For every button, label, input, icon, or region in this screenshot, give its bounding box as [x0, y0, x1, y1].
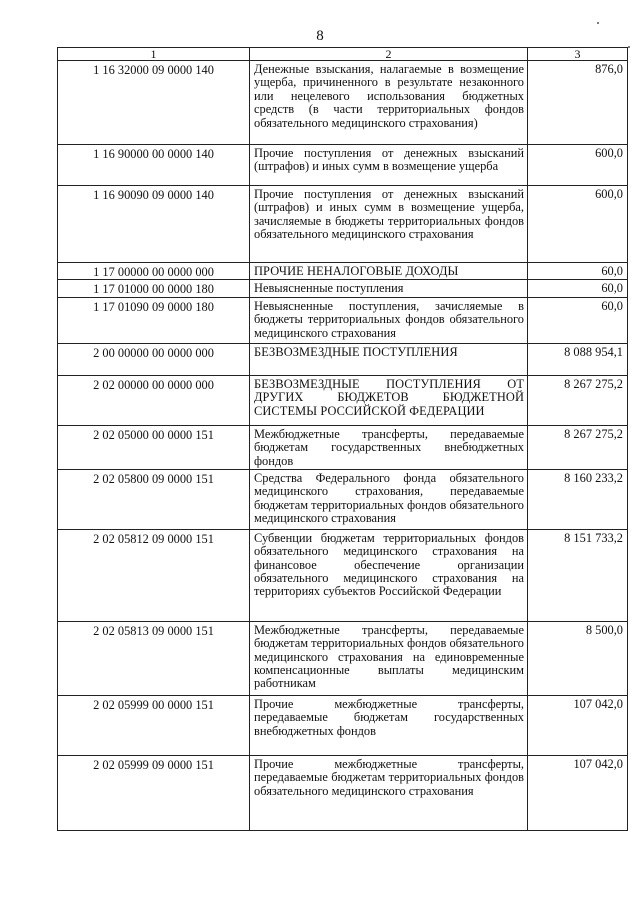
- row-description: БЕЗВОЗМЕЗДНЫЕ ПОСТУПЛЕНИЯ: [250, 343, 528, 375]
- column-header: 2: [250, 48, 528, 61]
- header-row: [58, 48, 628, 61]
- budget-code: 2 02 05812 09 0000 151: [58, 529, 250, 621]
- row-description: Межбюджетные трансферты, передаваемые бюджетам государственных внебюджетных фондов: [250, 425, 528, 469]
- row-description: Денежные взыскания, налагаемые в возмещение ущерба, причиненного в результате незаконного или нецелевого использования бюджетных средств (в части территориальных фондов обязательного медицинского страхования): [250, 61, 528, 145]
- budget-code: 1 16 90090 09 0000 140: [58, 186, 250, 263]
- budget-code: 2 02 05000 00 0000 151: [58, 425, 250, 469]
- scan-speck: [597, 22, 599, 24]
- table-row: [58, 425, 628, 469]
- row-amount: 8 160 233,2: [528, 469, 628, 529]
- budget-code: 2 02 05800 09 0000 151: [58, 469, 250, 529]
- row-description: Невыясненные поступления: [250, 280, 528, 297]
- row-amount: 8 151 733,2: [528, 529, 628, 621]
- budget-code: 1 16 90000 00 0000 140: [58, 145, 250, 186]
- row-amount: 600,0: [528, 145, 628, 186]
- row-amount: 60,0: [528, 297, 628, 343]
- table-row: [58, 263, 628, 280]
- budget-code: 2 02 05999 09 0000 151: [58, 755, 250, 830]
- row-amount: 876,0: [528, 61, 628, 145]
- budget-code: 2 02 05999 00 0000 151: [58, 695, 250, 755]
- table-row: [58, 186, 628, 263]
- table-row: [58, 621, 628, 695]
- budget-code: 1 17 00000 00 0000 000: [58, 263, 250, 280]
- row-description: БЕЗВОЗМЕЗДНЫЕ ПОСТУПЛЕНИЯ ОТ ДРУГИХ БЮДЖЕТОВ БЮДЖЕТНОЙ СИСТЕМЫ РОССИЙСКОЙ ФЕДЕРАЦИИ: [250, 375, 528, 425]
- table-row: [58, 145, 628, 186]
- row-description: Межбюджетные трансферты, передаваемые бюджетам территориальных фондов обязательного медицинского страхования на единовременные компенсационные выплаты медицинским работникам: [250, 621, 528, 695]
- table-row: [58, 529, 628, 621]
- row-description: ПРОЧИЕ НЕНАЛОГОВЫЕ ДОХОДЫ: [250, 263, 528, 280]
- row-description: Прочие межбюджетные трансферты, передаваемые бюджетам территориальных фондов обязательного медицинского страхования: [250, 755, 528, 830]
- row-description: Невыясненные поступления, зачисляемые в бюджеты территориальных фондов обязательного медицинского страхования: [250, 297, 528, 343]
- scan-speck: [628, 46, 630, 48]
- budget-code: 2 00 00000 00 0000 000: [58, 343, 250, 375]
- row-amount: 8 500,0: [528, 621, 628, 695]
- revenue-table: [57, 47, 628, 831]
- row-amount: 60,0: [528, 263, 628, 280]
- row-description: Средства Федерального фонда обязательного медицинского страхования, передаваемые бюджетам территориальных фондов обязательного медицинского страхования: [250, 469, 528, 529]
- page-number: 8: [316, 28, 324, 44]
- row-amount: 8 088 954,1: [528, 343, 628, 375]
- table-row: [58, 755, 628, 830]
- budget-code: 1 17 01090 09 0000 180: [58, 297, 250, 343]
- column-header: 3: [528, 48, 628, 61]
- row-amount: 8 267 275,2: [528, 425, 628, 469]
- table-row: [58, 375, 628, 425]
- row-amount: 8 267 275,2: [528, 375, 628, 425]
- budget-code: 2 02 00000 00 0000 000: [58, 375, 250, 425]
- budget-code: 1 17 01000 00 0000 180: [58, 280, 250, 297]
- budget-code: 1 16 32000 09 0000 140: [58, 61, 250, 145]
- row-amount: 107 042,0: [528, 755, 628, 830]
- table-row: [58, 61, 628, 145]
- table-row: [58, 695, 628, 755]
- row-amount: 60,0: [528, 280, 628, 297]
- row-amount: 107 042,0: [528, 695, 628, 755]
- table-row: [58, 297, 628, 343]
- table-row: [58, 469, 628, 529]
- row-description: Прочие поступления от денежных взысканий (штрафов) и иных сумм в возмещение ущерба: [250, 145, 528, 186]
- table-row: [58, 343, 628, 375]
- row-description: Прочие поступления от денежных взысканий (штрафов) и иных сумм в возмещение ущерба, зачисляемые в бюджеты территориальных фондов обязательного медицинского страхования: [250, 186, 528, 263]
- row-amount: 600,0: [528, 186, 628, 263]
- row-description: Прочие межбюджетные трансферты, передаваемые бюджетам государственных внебюджетных фондов: [250, 695, 528, 755]
- column-header: 1: [58, 48, 250, 61]
- row-description: Субвенции бюджетам территориальных фондов обязательного медицинского страхования на финансовое обеспечение организации обязательного медицинского страхования на территориях субъектов Российской Федерации: [250, 529, 528, 621]
- table-row: [58, 280, 628, 297]
- budget-code: 2 02 05813 09 0000 151: [58, 621, 250, 695]
